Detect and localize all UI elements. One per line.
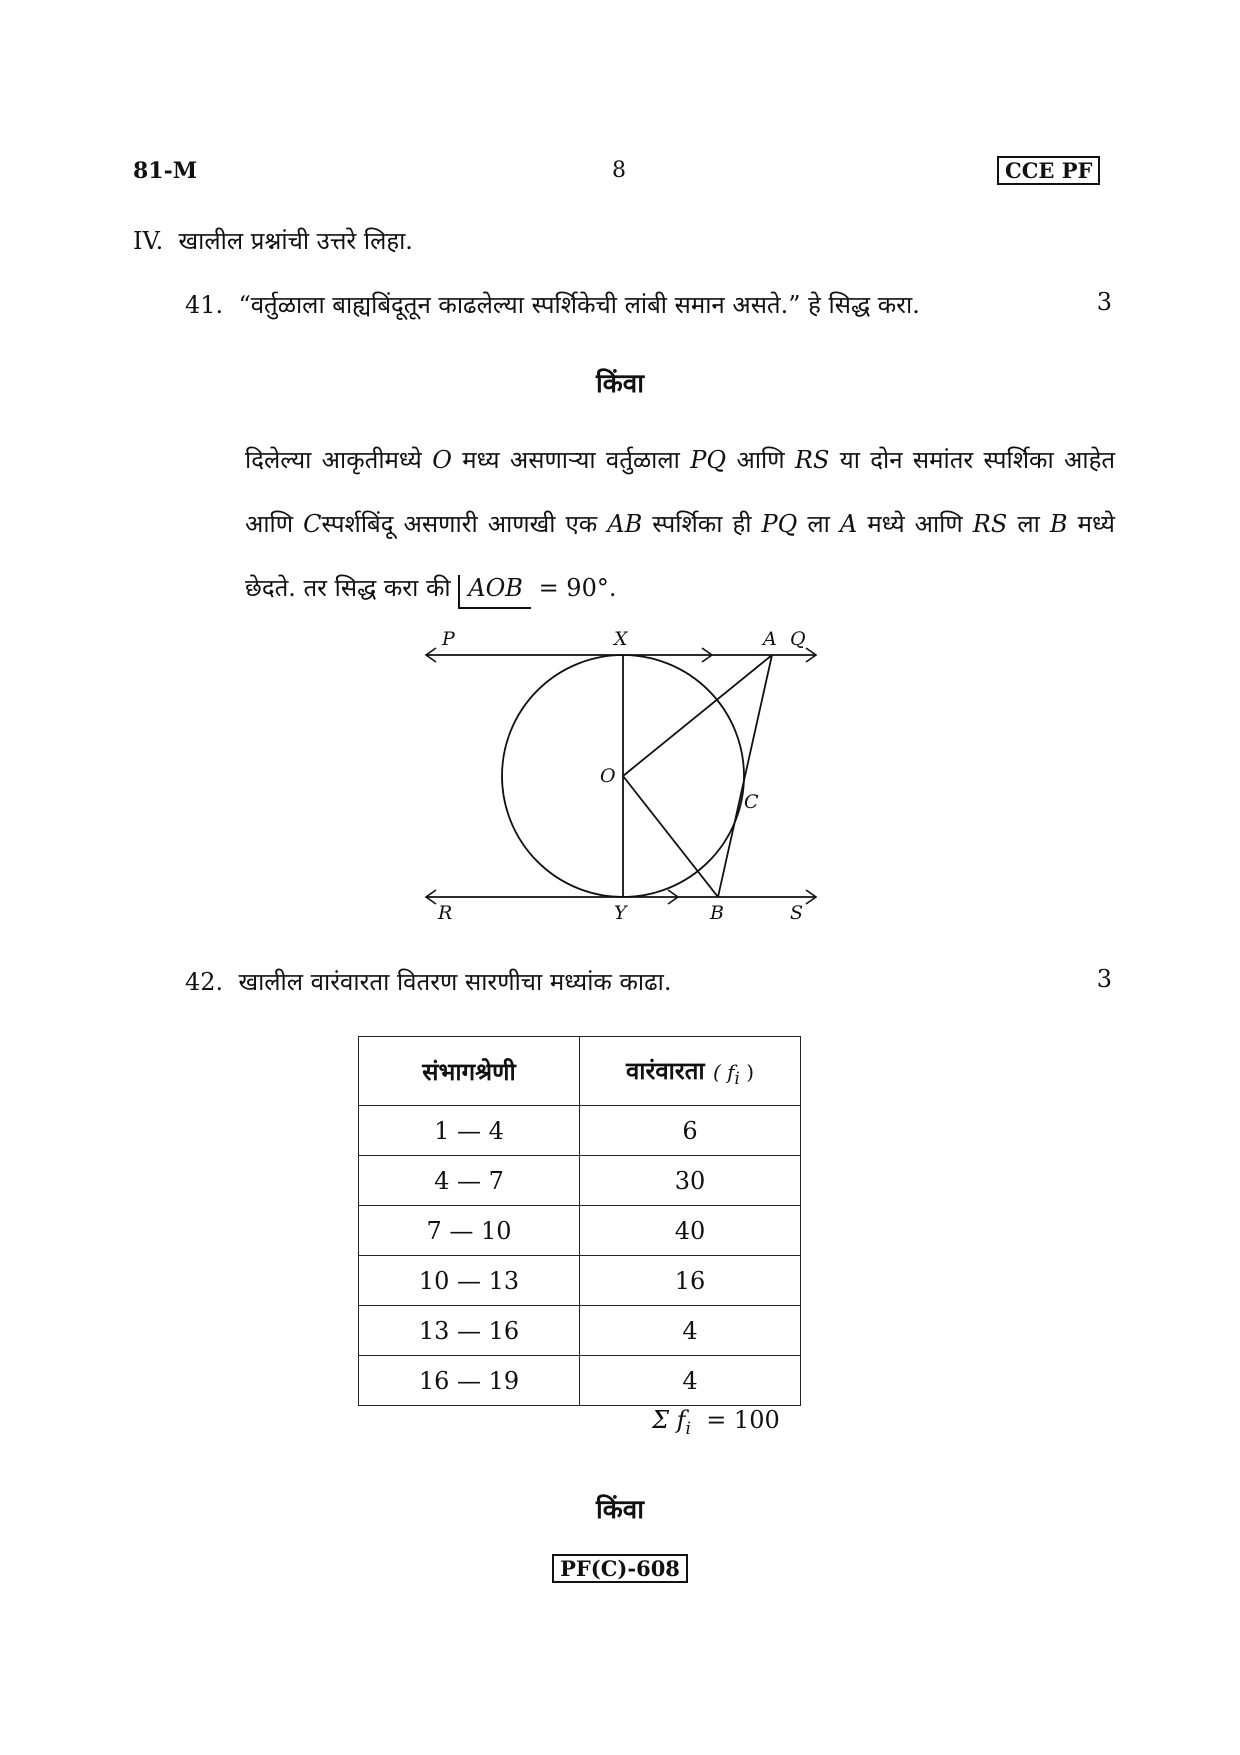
column-header-class: संभागश्रेणी [359,1037,580,1106]
question-number: 41. [185,291,224,319]
alt-text: आणि [736,446,785,474]
section-label: IV. [133,227,164,255]
class-interval: 4 — 7 [359,1156,580,1206]
tangent-circle-figure [400,615,840,935]
sum-value: = 100 [706,1406,780,1434]
label-x: X [614,628,628,650]
column-header-frequency [580,1037,801,1106]
question-marks: 3 [1096,288,1112,316]
frequency-sum [652,1406,780,1439]
frequency-value: 6 [580,1106,801,1156]
header-label: वारंवारता [625,1056,705,1085]
label-c: C [744,791,759,813]
class-interval: 7 — 10 [359,1206,580,1256]
table-row [359,1356,801,1406]
table-row [359,1306,801,1356]
alt-symbol: PQ [690,446,727,474]
page-number: 8 [612,158,626,183]
label-a: A [763,628,777,650]
class-interval: 13 — 16 [359,1306,580,1356]
alt-text: मध्ये छेदते. तर सिद्ध करा की [245,510,1115,602]
question-42 [185,965,671,998]
alt-symbol: RS [972,510,1008,538]
frequency-value: 40 [580,1206,801,1256]
alt-symbol: O [432,446,452,474]
alt-symbol: A [839,510,858,538]
table-header-row [359,1037,801,1106]
label-r: R [438,902,453,924]
freq-symbol: ( $f_i$ ) [712,1060,755,1088]
or-separator: किंवा [596,1495,644,1525]
question-number: 42. [185,968,224,996]
paper-badge: CCE PF [997,156,1100,185]
alt-text: मध्य असणाऱ्या वर्तुळाला [462,446,680,474]
or-separator: किंवा [596,369,644,399]
alt-text: स्पर्शिका ही [652,510,752,538]
alt-text: ला [1017,510,1040,538]
alt-text: या दोन समांतर स्पर्शिका आहेत आणि [245,446,1115,538]
frequency-value: 4 [580,1306,801,1356]
label-p: P [442,628,455,650]
frequency-table [358,1036,801,1406]
alt-text: दिलेल्या आकृतीमध्ये [245,446,422,474]
footer-code: PF(C)-608 [552,1554,688,1583]
label-b: B [710,902,724,924]
frequency-value: 16 [580,1256,801,1306]
paper-code: 81-M [133,158,198,184]
alt-symbol: RS [794,446,830,474]
label-s: S [790,902,804,924]
class-interval: 10 — 13 [359,1256,580,1306]
alt-text: = 90°. [538,574,617,602]
section-heading [133,224,413,257]
question-text: खालील वारंवारता वितरण सारणीचा मध्यांक काढा. [238,968,672,996]
label-q: Q [790,628,806,650]
label-o: O [600,765,616,787]
question-41 [185,288,920,321]
alt-text: स्पर्शबिंदू असणारी आणखी एक [321,510,598,538]
segment-ob [623,776,718,897]
alt-text: ला [807,510,830,538]
table-row [359,1106,801,1156]
question-marks: 3 [1096,965,1112,993]
question-text: “वर्तुळाला बाह्यबिंदूतून काढलेल्या स्पर्शिकेची लांबी समान असते.” हे सिद्ध करा. [238,291,920,319]
footer [0,1556,1240,1581]
alternative-question [245,428,1115,620]
class-interval: 16 — 19 [359,1356,580,1406]
sum-subscript: i [685,1418,691,1439]
table-row [359,1156,801,1206]
label-y: Y [614,902,627,924]
table-row [359,1256,801,1306]
sum-symbol: Σ f [652,1406,686,1434]
frequency-value: 4 [580,1356,801,1406]
alt-text: मध्ये आणि [867,510,963,538]
alt-symbol: C [303,510,322,538]
table-row [359,1206,801,1256]
frequency-value: 30 [580,1156,801,1206]
alt-symbol: B [1049,510,1068,538]
class-interval: 1 — 4 [359,1106,580,1156]
angle-symbol: AOB [458,575,531,609]
alt-symbol: PQ [761,510,798,538]
alt-symbol: AB [607,510,643,538]
section-text: खालील प्रश्नांची उत्तरे लिहा. [178,227,413,255]
